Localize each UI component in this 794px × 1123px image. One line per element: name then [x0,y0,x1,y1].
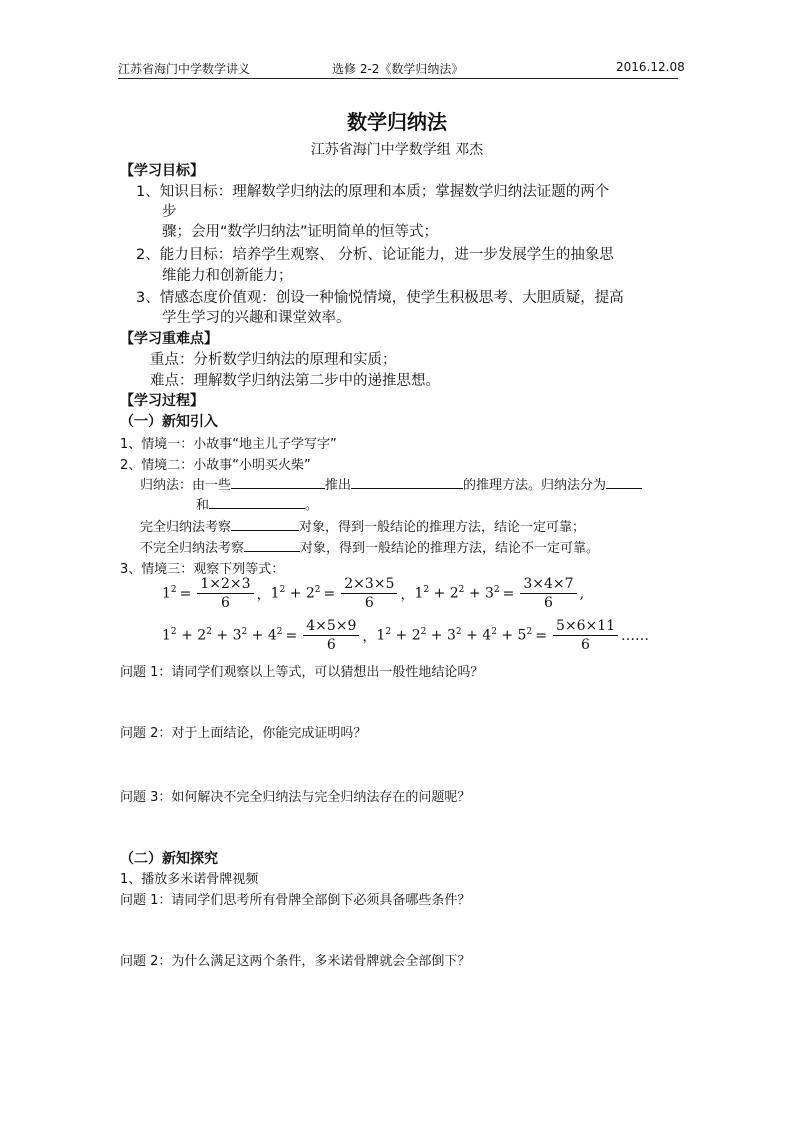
part1-question-3: 问题 3：如何解决不完全归纳法与完全归纳法存在的问题呢？ [120,790,471,805]
eq5-lhs: $1^2 + 2^2 + 3^2 + 4^2 + 5^2$ [376,627,533,644]
blank-4[interactable] [209,495,305,509]
goal-1-line-1: 1、知识目标：理解数学归纳法的原理和本质；掌握数学归纳法证题的两个 [136,184,610,200]
scene-2: 2、情境二：小故事“小明买火柴” [120,458,311,473]
blank-5[interactable] [231,517,299,531]
scene-3: 3、情境三：观察下列等式： [120,562,285,577]
eq4-lhs: $1^2 + 2^2 + 3^2 + 4^2$ [162,627,283,644]
page-title: 数学归纳法 [347,110,447,134]
process-heading: 【学习过程】 [120,393,204,409]
induction-line-1 [140,474,642,493]
goals-heading: 【学习目标】 [120,163,204,179]
part2-question-2: 问题 2：为什么满足这两个条件，多米诺骨牌就会全部倒下？ [120,954,471,969]
equation-row-1: $1^2$ = $\frac{1\times 2\times 3}{6}$ ， $1^2 + 2^2$ = $\frac{2\times 3\times 5}{6}$ ， $1^2 + 2^2 + 3^2$ = $\frac{3\times 4\times 7}{6}$ , [162,576,585,611]
goal-1-line-3: 骤；会用“数学归纳法”证明简单的恒等式； [162,224,439,240]
part1-heading: （一）新知引入 [120,414,218,430]
part1-question-2: 问题 2：对于上面结论，你能完成证明吗？ [120,726,367,741]
complete-induction-line [140,516,585,535]
complete-text-a: 完全归纳法考察 [140,520,232,535]
goal-3-line-2: 学生学习的兴趣和课堂效率。 [162,310,351,326]
header-right: 2016.12.08 [616,60,685,74]
blank-1[interactable] [231,475,325,489]
eq2-fraction: $\frac{2\times 3\times 5}{6}$ [341,576,397,611]
eq2-lhs: $1^2 + 2^2$ [270,585,321,602]
induction-text-end: 。 [305,498,319,513]
goal-3-line-1: 3、情感态度价值观：创设一种愉悦情境，使学生积极思考、大胆质疑，提高 [136,290,624,306]
header-left: 江苏省海门中学数学讲义 [118,62,251,76]
induction-text-a: 归纳法：由一些 [140,478,232,493]
eq5-fraction: $\frac{5\times 6\times 11}{6}$ [553,618,618,653]
induction-line-2 [196,494,318,513]
incomplete-text-b: 对象，得到一般结论的推理方法，结论不一定可靠。 [300,541,600,556]
blank-3[interactable] [606,475,642,489]
eq1-fraction: $\frac{1\times 2\times 3}{6}$ [197,576,253,611]
equation-row-2: $1^2 + 2^2 + 3^2 + 4^2$ = $\frac{4\times 5\times 9}{6}$ ， $1^2 + 2^2 + 3^2 + 4^2 + 5^2$ = $\frac{5\times 6\times 11}{6}$ …… [162,618,650,653]
eq1-lhs: $1^2$ [162,585,177,602]
header-rule [118,78,678,79]
author-line: 江苏省海门中学数学组 邓杰 [310,142,484,158]
part2-heading: （二）新知探究 [120,851,218,867]
incomplete-induction-line [140,537,599,556]
ellipsis: …… [621,627,650,644]
goal-2-line-1: 2、能力目标：培养学生观察、 分析、论证能力，进一步发展学生的抽象思 [136,247,614,263]
part2-item-1: 1、播放多米诺骨牌视频 [120,872,259,887]
eq4-fraction: $\frac{4\times 5\times 9}{6}$ [303,618,359,653]
key-point: 重点：分析数学归纳法的原理和实质； [150,352,397,368]
scene-1: 1、情境一：小故事“地主儿子学写字” [120,437,337,452]
induction-text-d: 和 [196,498,210,513]
eq3-fraction: $\frac{3\times 4\times 7}{6}$ [520,576,576,611]
part2-question-1: 问题 1：请同学们思考所有骨牌全部倒下必须具备哪些条件？ [120,893,471,908]
eq3-lhs: $1^2 + 2^2 + 3^2$ [414,585,500,602]
goal-2-line-2: 维能力和创新能力； [162,268,293,284]
induction-text-c: 的推理方法。归纳法分为 [463,478,607,493]
blank-6[interactable] [244,538,300,552]
goal-1-line-2: 步 [162,204,177,220]
blank-2[interactable] [351,475,463,489]
keypoints-heading: 【学习重难点】 [120,331,218,347]
complete-text-b: 对象，得到一般结论的推理方法，结论一定可靠； [299,520,586,535]
incomplete-text-a: 不完全归纳法考察 [140,541,245,556]
header-center: 选修 2-2《数学归纳法》 [332,62,464,76]
part1-question-1: 问题 1：请同学们观察以上等式，可以猜想出一般性地结论吗？ [120,665,484,680]
induction-text-b: 推出 [325,478,352,493]
difficult-point: 难点：理解数学归纳法第二步中的递推思想。 [150,373,440,389]
